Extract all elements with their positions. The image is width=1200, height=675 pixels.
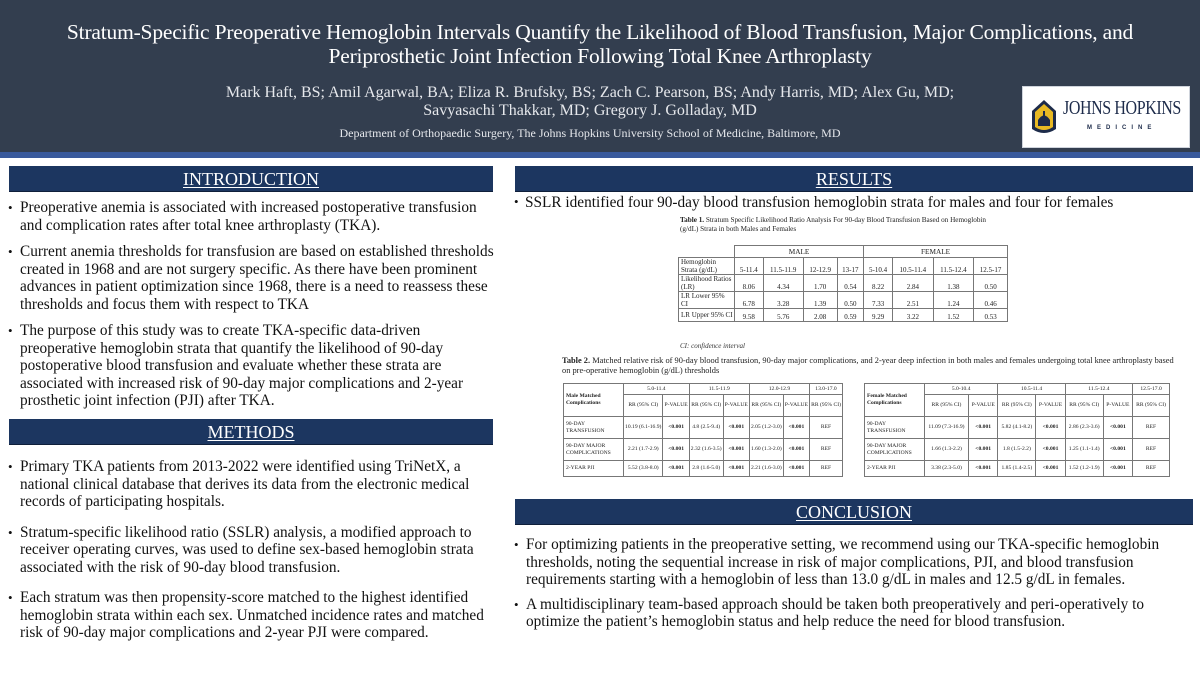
table1-group-male: MALE xyxy=(735,246,864,258)
results-heading: RESULTS xyxy=(515,166,1193,192)
logo-wordmark: JOHNS HOPKINS xyxy=(1063,97,1181,119)
table2-row xyxy=(865,417,1170,439)
table1-cell: 5.76 xyxy=(763,309,803,322)
table2-stratum-header: 11.5-12.4 xyxy=(1065,384,1132,395)
table1-cell: 0.54 xyxy=(837,275,864,292)
table2-p-value: <0.001 xyxy=(1036,417,1065,439)
table2-row-label: 2-YEAR PJI xyxy=(865,461,925,477)
conclusion-heading: CONCLUSION xyxy=(515,499,1193,525)
table1-caption: Table 1. Stratum Specific Likelihood Ratio Analysis For 90-day Blood Transfusion Based on Hemoglobin (g/dL) Strata in both Males and Females xyxy=(680,216,987,233)
table2-rr-value: REF xyxy=(1133,461,1170,477)
table2-row xyxy=(865,461,1170,477)
table1-cell: 0.46 xyxy=(974,292,1008,309)
author-list xyxy=(170,84,1010,120)
table2-p-value: <0.001 xyxy=(783,461,809,477)
table1-cell: 0.53 xyxy=(974,309,1008,322)
table1-cell: 2.08 xyxy=(803,309,837,322)
table2-rr-value: 10.19 (6.1-16.9) xyxy=(624,417,663,439)
table2-rr-value: 4.8 (2.5-9.4) xyxy=(689,417,723,439)
shield-dome-icon xyxy=(1031,99,1057,137)
affiliation: Department of Orthopaedic Surgery, The Johns Hopkins University School of Medicine, Baltimore, MD xyxy=(339,126,841,140)
table1-cell: 6.78 xyxy=(735,292,764,309)
introduction-heading: INTRODUCTION xyxy=(9,166,493,192)
table2-row xyxy=(564,461,843,477)
table1-row xyxy=(679,258,1008,275)
table2-rr-value: 2.21 (1.7-2.9) xyxy=(624,439,663,461)
table2-rr-header: RR (95% CI) xyxy=(689,395,723,417)
table2-p-value: <0.001 xyxy=(1036,439,1065,461)
table2-row xyxy=(564,417,843,439)
table2-p-value: <0.001 xyxy=(1103,417,1132,439)
table2-strata-row xyxy=(865,384,1170,395)
table2-male xyxy=(563,383,843,477)
table1-row xyxy=(679,309,1008,322)
table2-rr-value: 2.86 (2.3-3.6) xyxy=(1065,417,1103,439)
table2-rr-value: 1.85 (1.4-2.5) xyxy=(998,461,1036,477)
table2-stratum-header: 13.0-17.0 xyxy=(810,384,843,395)
authors-line-2: Savyasachi Thakkar, MD; Gregory J. Golladay, MD xyxy=(423,102,757,119)
table2-rr-value: 1.52 (1.2-1.9) xyxy=(1065,461,1103,477)
introduction-list xyxy=(8,199,498,419)
table1-group-row xyxy=(679,246,1008,258)
table2-p-value: <0.001 xyxy=(1036,461,1065,477)
table2-corner-label: Female Matched Complications xyxy=(865,384,925,417)
table1-cell: 1.24 xyxy=(933,292,974,309)
table1-row-label: Hemoglobin Strata (g/dL) xyxy=(679,258,735,275)
table1-cell: 8.22 xyxy=(864,275,893,292)
authors-line-1: Mark Haft, BS; Amil Agarwal, BA; Eliza R. Brufsky, BS; Zach C. Pearson, BS; Andy Harris, MD; Alex Gu, MD; xyxy=(225,84,955,101)
table1-cell: 5-10.4 xyxy=(864,258,893,275)
table2-caption: Table 2. Matched relative risk of 90-day blood transfusion, 90-day major complications, and 2-year deep infection in both males and females undergoing total knee arthroplasty based on pre-operative hemoglobin (g/dL) thresholds xyxy=(562,356,1174,375)
table1-cell: 0.50 xyxy=(974,275,1008,292)
table2-rr-header: RR (95% CI) xyxy=(810,395,843,417)
table2-row-label: 90-DAY MAJOR COMPLICATIONS xyxy=(865,439,925,461)
table2-p-value: <0.001 xyxy=(968,461,997,477)
table2-stratum-header: 12.0-12.9 xyxy=(749,384,809,395)
table1-cell: 12.5-17 xyxy=(974,258,1008,275)
table1-cell: 3.22 xyxy=(893,309,934,322)
table2-stratum-header: 12.5-17.0 xyxy=(1133,384,1170,395)
table2-row xyxy=(564,439,843,461)
table2-rr-value: 5.82 (4.1-8.2) xyxy=(998,417,1036,439)
table2-rr-value: 2.32 (1.6-3.5) xyxy=(689,439,723,461)
table2-p-value: <0.001 xyxy=(1103,439,1132,461)
table2-p-value: <0.001 xyxy=(663,439,689,461)
logo-subtitle: MEDICINE xyxy=(1087,125,1157,131)
table2-p-header: P-VALUE xyxy=(723,395,749,417)
table2-p-value: <0.001 xyxy=(968,417,997,439)
table2-p-header: P-VALUE xyxy=(1103,395,1132,417)
table1-group-female: FEMALE xyxy=(864,246,1008,258)
table2-rr-value: 1.25 (1.1-1.4) xyxy=(1065,439,1103,461)
table1-cell: 11.5-11.9 xyxy=(763,258,803,275)
table2-corner-label: Male Matched Complications xyxy=(564,384,624,417)
table2-p-value: <0.001 xyxy=(663,417,689,439)
table2-rr-header: RR (95% CI) xyxy=(624,395,663,417)
table1-cell: 10.5-11.4 xyxy=(893,258,934,275)
table2-p-header: P-VALUE xyxy=(663,395,689,417)
table2-rr-value: 1.66 (1.3-2.2) xyxy=(925,439,969,461)
table1-row xyxy=(679,275,1008,292)
table1-cell: 5-11.4 xyxy=(735,258,764,275)
table2-rr-value: REF xyxy=(810,439,843,461)
methods-list xyxy=(8,458,498,651)
results-bullet: • SSLR identified four 90-day blood transfusion hemoglobin strata for males and four for females xyxy=(514,194,1194,212)
table2-row-label: 90-DAY TRANSFUSION xyxy=(865,417,925,439)
table1-cell: 2.84 xyxy=(893,275,934,292)
table2-rr-header: RR (95% CI) xyxy=(998,395,1036,417)
table1-cell: 7.33 xyxy=(864,292,893,309)
table1-cell: 3.28 xyxy=(763,292,803,309)
table2-rr-value: REF xyxy=(1133,439,1170,461)
table2-rr-value: 11.09 (7.3-16.9) xyxy=(925,417,969,439)
table2-p-value: <0.001 xyxy=(968,439,997,461)
table2-p-value: <0.001 xyxy=(783,417,809,439)
table2-rr-value: 2.8 (1.6-5.0) xyxy=(689,461,723,477)
methods-bullet: • Stratum-specific likelihood ratio (SSLR) analysis, a modified approach to receiver operating curves, was used to define sex-based hemoglobin strata associated with the risk of 90-day blood transfusion. xyxy=(8,524,498,577)
table1-cell: 1.52 xyxy=(933,309,974,322)
table1-cell: 13-17 xyxy=(837,258,864,275)
table2-rr-value: 1.60 (1.3-2.0) xyxy=(749,439,783,461)
table1-cell: 11.5-12.4 xyxy=(933,258,974,275)
table2-rr-value: 3.38 (2.3-5.0) xyxy=(925,461,969,477)
table2-p-header: P-VALUE xyxy=(968,395,997,417)
methods-heading: METHODS xyxy=(9,419,493,445)
johns-hopkins-logo xyxy=(1022,86,1190,148)
table2-p-value: <0.001 xyxy=(723,461,749,477)
table1-corner xyxy=(679,246,735,258)
table2-rr-value: REF xyxy=(810,461,843,477)
table1-footnote: CI: confidence interval xyxy=(680,342,745,350)
table2-p-value: <0.001 xyxy=(723,417,749,439)
table2-row xyxy=(865,439,1170,461)
table1-cell: 8.06 xyxy=(735,275,764,292)
table2-rr-value: REF xyxy=(810,417,843,439)
table2-p-header: P-VALUE xyxy=(783,395,809,417)
methods-bullet: • Each stratum was then propensity-score matched to the highest identified hemoglobin strata within each sex. Unmatched incidence rates and matched risk of 90-day major complications and 2-year PJI were compared. xyxy=(8,589,498,642)
intro-bullet: • Current anemia thresholds for transfusion are based on established thresholds created in 1968 and are not surgery specific. As there have been prominent advances in patient optimization since 1968, there is a need to reassess these thresholds and focus them with respect to TKA xyxy=(8,243,498,313)
table2-stratum-header: 11.5-11.9 xyxy=(689,384,749,395)
poster-title: Stratum-Specific Preoperative Hemoglobin Intervals Quantify the Likelihood of Blood Transfusion, Major Complications, and Periprosthetic Joint Infection Following Total Knee Arthroplasty xyxy=(66,20,1134,68)
table1-row-label: Likelihood Ratios (LR) xyxy=(679,275,735,292)
table2-female xyxy=(864,383,1170,477)
table2-rr-header: RR (95% CI) xyxy=(925,395,969,417)
table1-cell: 0.59 xyxy=(837,309,864,322)
header-stripe xyxy=(0,152,1200,158)
table2-stratum-header: 5.0-11.4 xyxy=(624,384,690,395)
poster-header xyxy=(0,0,1200,152)
table2-p-header: P-VALUE xyxy=(1036,395,1065,417)
table2-rr-value: 2.21 (1.6-3.0) xyxy=(749,461,783,477)
table2-row-label: 90-DAY TRANSFUSION xyxy=(564,417,624,439)
intro-bullet: • Preoperative anemia is associated with increased postoperative transfusion and complication rates after total knee arthroplasty (TKA). xyxy=(8,199,498,234)
table2-stratum-header: 5.0-10.4 xyxy=(925,384,998,395)
table1-cell: 4.34 xyxy=(763,275,803,292)
table1-cell: 9.29 xyxy=(864,309,893,322)
table2-row-label: 90-DAY MAJOR COMPLICATIONS xyxy=(564,439,624,461)
table1-cell: 0.50 xyxy=(837,292,864,309)
table2-rr-value: REF xyxy=(1133,417,1170,439)
table1-cell: 1.70 xyxy=(803,275,837,292)
table2-rr-value: 1.8 (1.5-2.2) xyxy=(998,439,1036,461)
table2-rr-header: RR (95% CI) xyxy=(749,395,783,417)
table1-row-label: LR Lower 95% CI xyxy=(679,292,735,309)
table2-p-value: <0.001 xyxy=(783,439,809,461)
methods-bullet: • Primary TKA patients from 2013-2022 were identified using TriNetX, a national clinical database that derives its data from the electronic medical records of participating hospitals. xyxy=(8,458,498,511)
table1-cell: 1.38 xyxy=(933,275,974,292)
table1-likelihood-ratios xyxy=(678,245,1008,322)
table2-rr-header: RR (95% CI) xyxy=(1065,395,1103,417)
table2-stratum-header: 10.5-11.4 xyxy=(998,384,1065,395)
conclusion-bullet: • A multidisciplinary team-based approach should be taken both preoperatively and peri-operatively to optimize the patient’s hemoglobin status and help reduce the need for blood transfusion. xyxy=(514,596,1194,631)
table1-cell: 9.58 xyxy=(735,309,764,322)
table2-p-value: <0.001 xyxy=(1103,461,1132,477)
table1-row xyxy=(679,292,1008,309)
table2-rr-value: 5.52 (3.8-8.0) xyxy=(624,461,663,477)
conclusion-list xyxy=(514,536,1194,640)
table1-cell: 12-12.9 xyxy=(803,258,837,275)
conclusion-bullet: • For optimizing patients in the preoperative setting, we recommend using our TKA-specific hemoglobin thresholds, noting the sequential increase in risk of major complications, PJI, and blood transfusion requirements starting with a hemoglobin of less than 13.0 g/dL in males and 12.5 g/dL in females. xyxy=(514,536,1194,589)
table1-row-label: LR Upper 95% CI xyxy=(679,309,735,322)
table2-p-value: <0.001 xyxy=(663,461,689,477)
table2-strata-row xyxy=(564,384,843,395)
table2-rr-header: RR (95% CI) xyxy=(1133,395,1170,417)
table2-row-label: 2-YEAR PJI xyxy=(564,461,624,477)
table1-cell: 2.51 xyxy=(893,292,934,309)
table2-p-value: <0.001 xyxy=(723,439,749,461)
table1-cell: 1.39 xyxy=(803,292,837,309)
table2-rr-value: 2.05 (1.2-3.0) xyxy=(749,417,783,439)
intro-bullet: • The purpose of this study was to create TKA-specific data-driven preoperative hemoglobin strata that quantify the likelihood of 90-day postoperative blood transfusion and evaluate whether these strata are associated with increased risk of 90-day major complications and 2-year prosthetic joint infection (PJI) after TKA. xyxy=(8,322,498,410)
